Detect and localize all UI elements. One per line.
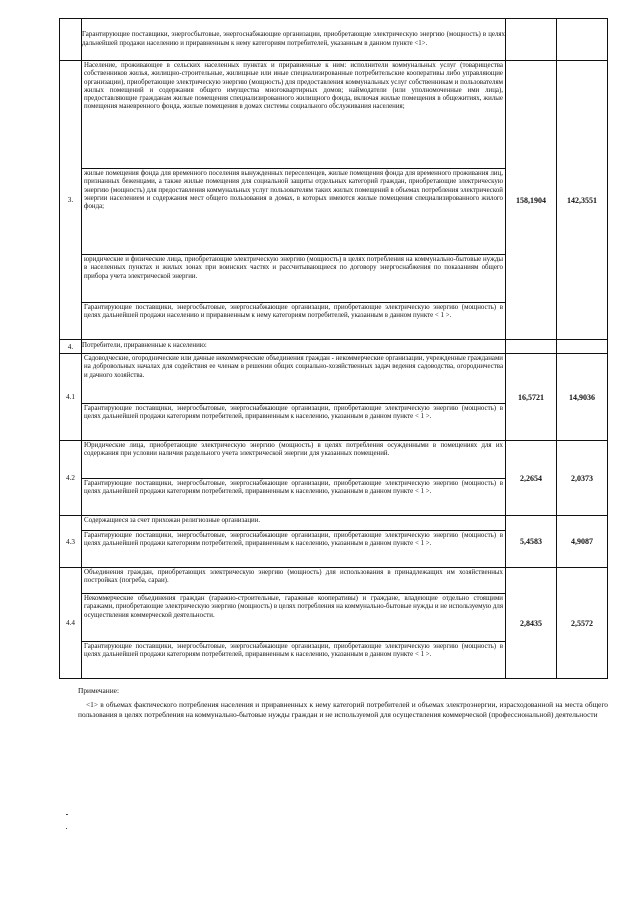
description-part: Население, проживающее в сельских населенных пунктах и приравненные к ним: исполнители коммунальных услуг (товарищества собственников жилья, жилищно-строительные, жилищные или иные специализированные потребительские кооперативы либо управляющие организации), приобретающие электрическую энергию (мощность) для предоставления коммунальных услуг собственникам и пользователям жилых помещений и содержания общего имущества многоквартирных домов; наймодатели (или уполномоченные ими лица), предоставляющие гражданам жилые помещения специализированного жилищного фонда, включая жилые помещения в общежитиях, жилые помещения маневренного фонда, жилые помещения в домах системы социального обслуживания населения; [82, 61, 505, 169]
row-number: 4.3 [60, 516, 82, 568]
description-part: Гарантирующие поставщики, энергосбытовые, энергоснабжающие организации, приобретающие электрическую энергию (мощность) в целях дальнейшей продажи категориям потребителей, приравненным к населению, указанным в данном пункте < 1 >. [84, 405, 503, 421]
value-cell-1: 2,2654 [506, 441, 557, 516]
description-part: Объединения граждан, приобретающих электрическую энергию (мощность) для использования в принадлежащих им хозяйственных постройках (погреба, сараи). [82, 568, 505, 594]
table-row [60, 61, 608, 340]
row-description: Гарантирующие поставщики, энергосбытовые, энергоснабжающие организации, приобретающие электрическую энергию (мощность) в целях дальнейшей продажи населению и приравненным к нему категориям потребителей, указанным в данном пункте <1>. [82, 19, 506, 61]
row-description: Потребители, приравненные к населению: [82, 340, 506, 354]
table-row [60, 441, 608, 516]
value-cell-2: 14,9036 [557, 354, 608, 441]
footnote-text: <1> в объемах фактического потребления населения и приравненных к нему категорий потребителей и объемах электроэнергии, израсходованной на места общего пользования в целях потребления на коммунально-бытовые нужды граждан и не используемой для осуществления коммерческой (профессиональной) деятельности [78, 700, 608, 719]
value-cell-2: 142,3551 [557, 61, 608, 340]
value-cell-2: 4,9087 [557, 516, 608, 568]
value-cell-1: 5,4583 [506, 516, 557, 568]
description-part: Садоводческие, огороднические или дачные некоммерческие объединения граждан - некоммерческие организации, учрежденные гражданами на добровольных началах для содействия ее членам в решении общих социально-хозяйственных задач ведения садоводства, огородничества и дачного хозяйства. [82, 354, 505, 404]
value-cell-2: 2,0373 [557, 441, 608, 516]
value-cell-1: 2,8435 [506, 568, 557, 679]
footnote-title: Примечание: [78, 686, 120, 695]
description-part: Некоммерческие объединения граждан (гаражно-строительные, гаражные кооперативы) и граждане, владеющие отдельно стоящими гаражами, приобретающие электрическую энергию (мощность) в целях потребления на коммунально-бытовые нужды и не используемую для осуществления коммерческой деятельности. [82, 594, 505, 642]
row-number: 3. [60, 61, 82, 340]
row-description-group [82, 516, 506, 568]
row-number: 4. [60, 340, 82, 354]
row-description-group [82, 61, 506, 340]
row-description-group [82, 354, 506, 441]
scan-speck [66, 814, 68, 815]
row-description-group [82, 568, 506, 679]
value-cell-1: 16,5721 [506, 354, 557, 441]
table-row [60, 340, 608, 354]
description-part: Гарантирующие поставщики, энергосбытовые, энергоснабжающие организации, приобретающие электрическую энергию (мощность) в целях дальнейшей продажи категориям потребителей, приравненным к населению, указанным в данном пункте < 1 >. [84, 643, 503, 659]
table-row [60, 19, 608, 61]
table-row [60, 354, 608, 441]
row-number: 4.4 [60, 568, 82, 679]
table-row [60, 568, 608, 679]
description-part: Юридические лица, приобретающие электрическую энергию (мощность) в целях потребления осужденными в помещениях для их содержания при условии наличия раздельного учета электрической энергии для указанных помещений. [82, 441, 505, 479]
description-part: Гарантирующие поставщики, энергосбытовые, энергоснабжающие организации, приобретающие электрическую энергию (мощность) в целях дальнейшей продажи категориям потребителей, приравненным к населению, указанным в данном пункте < 1 >. [84, 532, 503, 548]
tariff-table [59, 18, 608, 679]
value-cell-2 [557, 19, 608, 61]
row-number-cell [60, 19, 82, 61]
description-part: юридические и физические лица, приобретающие электрическую энергию (мощность) в целях потребления на коммунально-бытовые нужды в населенных пунктах и жилых зонах при воинских частях и рассчитывающиеся по договору энергоснабжения по показаниям общего прибора учета электрической энергии. [82, 255, 505, 303]
value-cell-1: 158,1904 [506, 61, 557, 340]
description-part: Содержащиеся за счет прихожан религиозные организации. [82, 516, 505, 531]
value-cell-1 [506, 19, 557, 61]
row-description-group [82, 441, 506, 516]
table-row [60, 516, 608, 568]
scan-speck [66, 828, 67, 829]
row-number: 4.1 [60, 354, 82, 441]
value-cell-2 [557, 340, 608, 354]
description-part: Гарантирующие поставщики, энергосбытовые, энергоснабжающие организации, приобретающие электрическую энергию (мощность) в целях дальнейшей продажи населению и приравненным к нему категориям потребителей, указанным в данном пункте < 1 >. [84, 304, 503, 320]
footnote-block [78, 686, 608, 719]
description-part: Гарантирующие поставщики, энергосбытовые, энергоснабжающие организации, приобретающие электрическую энергию (мощность) в целях дальнейшей продажи категориям потребителей, приравненным к населению, указанным в данном пункте < 1 >. [84, 480, 503, 496]
description-part: жилые помещения фонда для временного поселения вынужденных переселенцев, жилые помещения фонда для временного проживания лиц, признанных беженцами, а также жилые помещения для социальной защиты отдельных категорий граждан, приобретающие электрическую энергию (мощность) для предоставления коммунальных услуг пользователям таких жилых помещений в объемах потребления электрической энергии населением и содержания мест общего пользования в домах, в которых имеются жилые помещения специализированного жилого фонда; [82, 169, 505, 255]
row-number: 4.2 [60, 441, 82, 516]
value-cell-2: 2,5572 [557, 568, 608, 679]
value-cell-1 [506, 340, 557, 354]
